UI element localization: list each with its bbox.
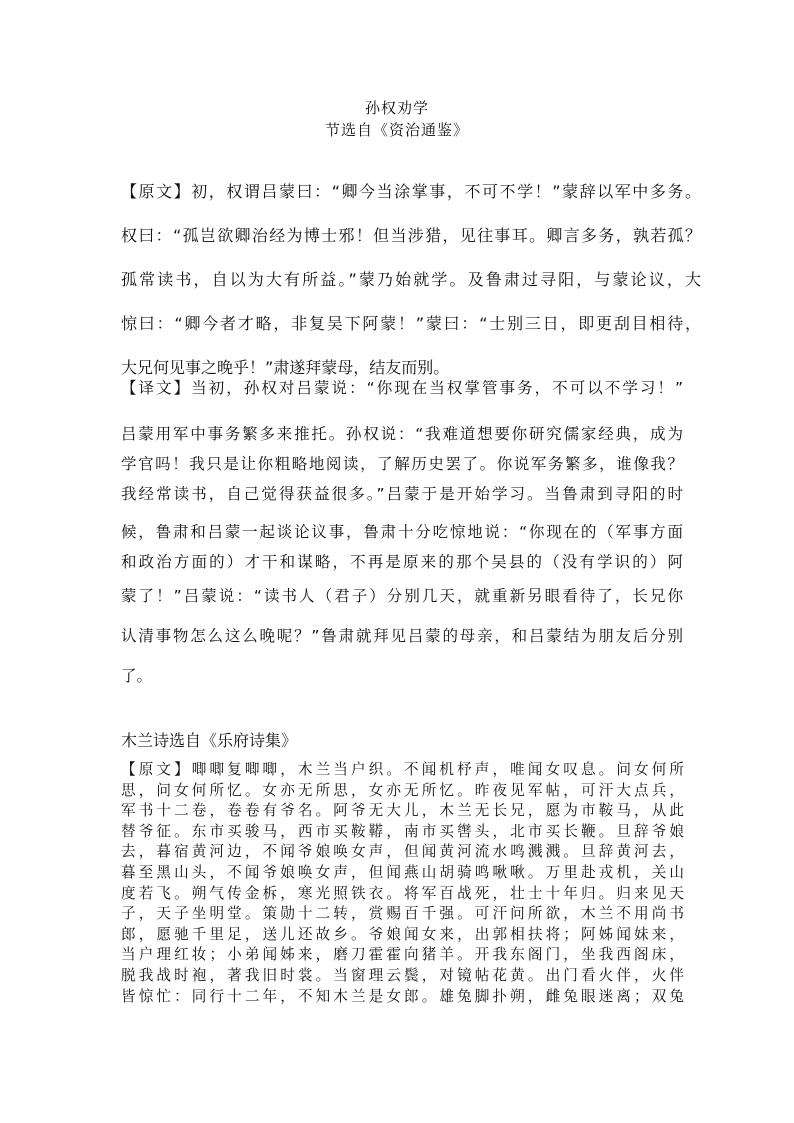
text-line: 吕蒙用军中事务繁多来推托。孙权说：“我难道想要你研究儒家经典，成为 <box>121 425 683 443</box>
title-block <box>0 97 794 141</box>
text-line: 脱我战时袍，著我旧时裳。当窗理云鬓，对镜帖花黄。出门看火伴，火伴 <box>121 966 684 984</box>
text-line: 替爷征。东市买骏马，西市买鞍鞯，南市买辔头，北市买长鞭。旦辞爷娘 <box>121 822 684 840</box>
poem-section <box>121 760 684 1007</box>
text-line: 暮至黑山头，不闻爷娘唤女声，但闻燕山胡骑鸣啾啾。万里赴戎机，关山 <box>121 863 684 881</box>
translation-section <box>121 373 683 691</box>
text-line: 郎，愿驰千里足，送儿还故乡。爷娘闻女来，出郭相扶将；阿姊闻妹来， <box>121 925 684 943</box>
page-subtitle: 节选自《资治通鉴》 <box>324 121 469 139</box>
text-line: 和政治方面的）才干和谋略，不再是原来的那个吴县的（没有学识的）阿 <box>121 553 683 571</box>
text-line: 思，问女何所忆。女亦无所思，女亦无所忆。昨夜见军帖，可汗大点兵， <box>121 781 684 799</box>
text-line: 【原文】初，权谓吕蒙曰：“卿今当涂掌事，不可不学！”蒙辞以军中多务。 <box>121 182 701 201</box>
section-heading: 木兰诗选自《乐府诗集》 <box>121 731 298 750</box>
text-line: 度若飞。朔气传金柝，寒光照铁衣。将军百战死，壮士十年归。归来见天 <box>121 884 684 902</box>
text-line: 惊曰：“卿今者才略，非复吴下阿蒙！”蒙曰：“士别三日，即更刮目相待， <box>121 314 701 333</box>
text-line: 子，天子坐明堂。策勋十二转，赏赐百千强。可汗问所欲，木兰不用尚书 <box>121 905 684 923</box>
text-line: 我经常读书，自己觉得获益很多。”吕蒙于是开始学习。当鲁肃到寻阳的时 <box>121 485 683 503</box>
text-line: 认清事物怎么这么晚呢？”鲁肃就拜见吕蒙的母亲，和吕蒙结为朋友后分别 <box>121 627 683 645</box>
text-line: 蒙了！”吕蒙说：“读书人（君子）分别几天，就重新另眼看待了，长兄你 <box>121 587 683 605</box>
text-line: 孤常读书，自以为大有所益。”蒙乃始就学。及鲁肃过寻阳，与蒙论议，大 <box>121 270 701 289</box>
page-title: 孙权劝学 <box>364 99 429 117</box>
text-line: 学官吗！我只是让你粗略地阅读，了解历史罢了。你说军务繁多，谁像我？ <box>121 455 683 473</box>
text-line: 了。 <box>121 667 153 685</box>
text-line: 当户理红妆；小弟闻姊来，磨刀霍霍向猪羊。开我东阁门，坐我西阁床， <box>121 946 684 964</box>
text-line: 【原文】唧唧复唧唧，木兰当户织。不闻机杼声，唯闻女叹息。问女何所 <box>121 761 684 778</box>
text-line: 军书十二卷，卷卷有爷名。阿爷无大儿，木兰无长兄，愿为市鞍马，从此 <box>121 802 684 820</box>
text-line: 候，鲁肃和吕蒙一起谈论议事，鲁肃十分吃惊地说：“你现在的（军事方面 <box>121 523 683 541</box>
original-text-section <box>121 170 701 390</box>
text-line: 大兄何见事之晚乎！”肃遂拜蒙母，结友而别。 <box>121 358 450 377</box>
text-line: 去，暮宿黄河边，不闻爷娘唤女声，但闻黄河流水鸣溅溅。旦辞黄河去， <box>121 843 684 861</box>
text-line: 【译文】当初，孙权对吕蒙说：“你现在当权掌管事务，不可以不学习！” <box>121 379 683 397</box>
text-line: 皆惊忙：同行十二年，不知木兰是女郎。雄兔脚扑朔，雌兔眼迷离；双兔 <box>121 987 684 1005</box>
text-line: 权曰：“孤岂欲卿治经为博士邪！但当涉猎，见往事耳。卿言多务，孰若孤？ <box>121 226 701 245</box>
